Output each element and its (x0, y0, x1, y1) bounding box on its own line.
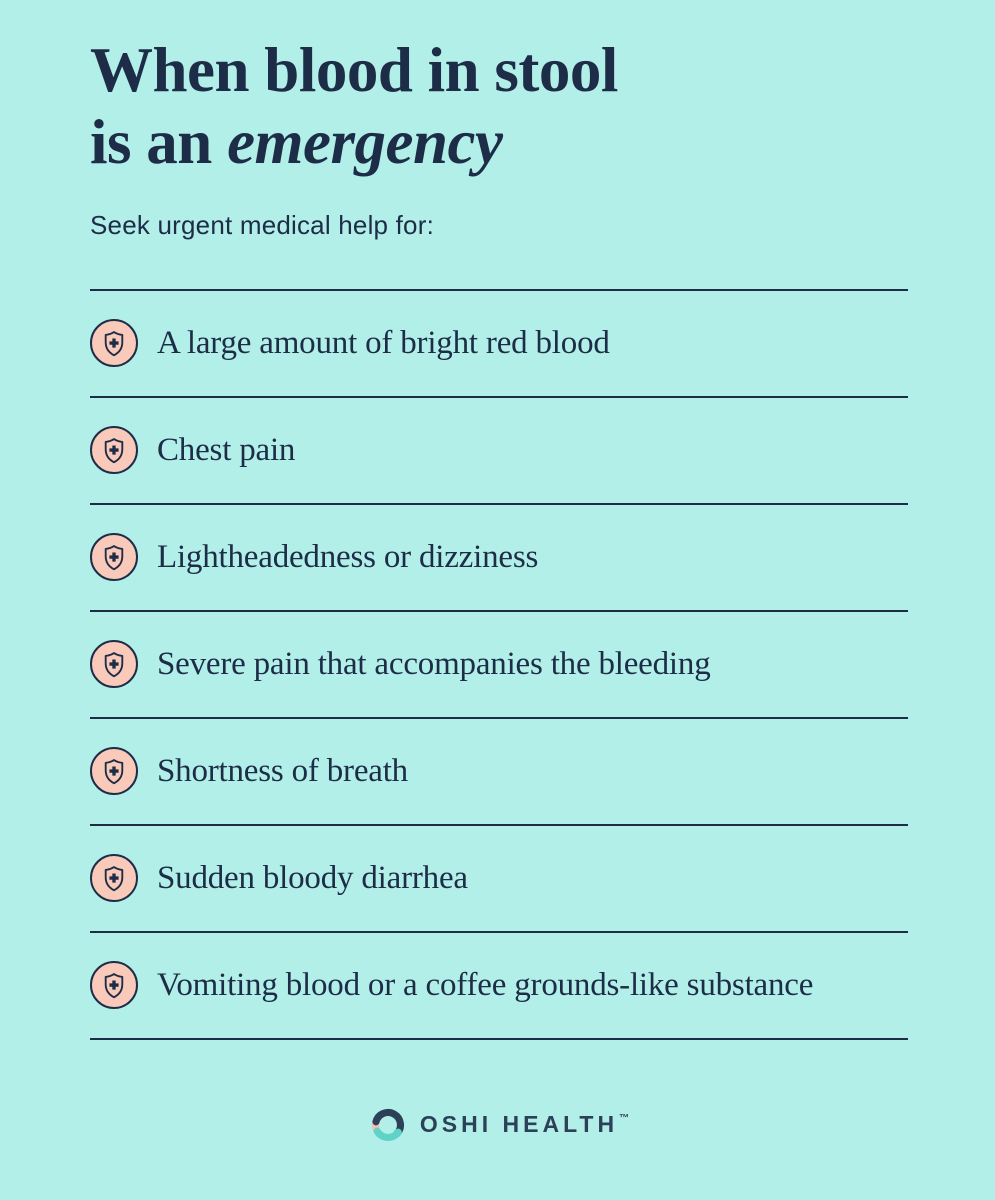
symptom-label: Chest pain (157, 431, 296, 468)
symptom-label: Severe pain that accompanies the bleeding (157, 645, 711, 682)
title-line-2-prefix: is an (90, 107, 212, 178)
symptom-label: A large amount of bright red blood (157, 324, 610, 361)
symptom-row (90, 824, 908, 931)
shield-cross-icon (90, 319, 138, 367)
symptom-row (90, 289, 908, 396)
symptom-label: Shortness of breath (157, 752, 408, 789)
brand-name (420, 1111, 629, 1138)
logo-swirl-icon (369, 1106, 407, 1144)
subtitle: Seek urgent medical help for: (90, 209, 434, 240)
title-emphasis: emergency (227, 107, 503, 178)
symptom-row (90, 396, 908, 503)
symptom-list (90, 289, 908, 1040)
shield-cross-icon (90, 533, 138, 581)
shield-cross-icon (90, 426, 138, 474)
page-title (90, 34, 908, 179)
shield-cross-icon (90, 961, 138, 1009)
symptom-label: Sudden bloody diarrhea (157, 859, 468, 896)
oshi-health-logo (90, 1106, 908, 1144)
symptom-label: Lightheadedness or dizziness (157, 538, 539, 575)
title-line-2 (90, 106, 908, 178)
symptom-label: Vomiting blood or a coffee grounds-like substance (157, 966, 814, 1003)
shield-cross-icon (90, 747, 138, 795)
shield-cross-icon (90, 854, 138, 902)
trademark-symbol: ™ (619, 1113, 630, 1125)
shield-cross-icon (90, 640, 138, 688)
symptom-row (90, 503, 908, 610)
symptom-row (90, 717, 908, 824)
symptom-row (90, 610, 908, 717)
title-line-1: When blood in stool (90, 35, 618, 105)
brand-wordmark: OSHI HEALTH (419, 1111, 619, 1138)
symptom-row (90, 931, 908, 1038)
